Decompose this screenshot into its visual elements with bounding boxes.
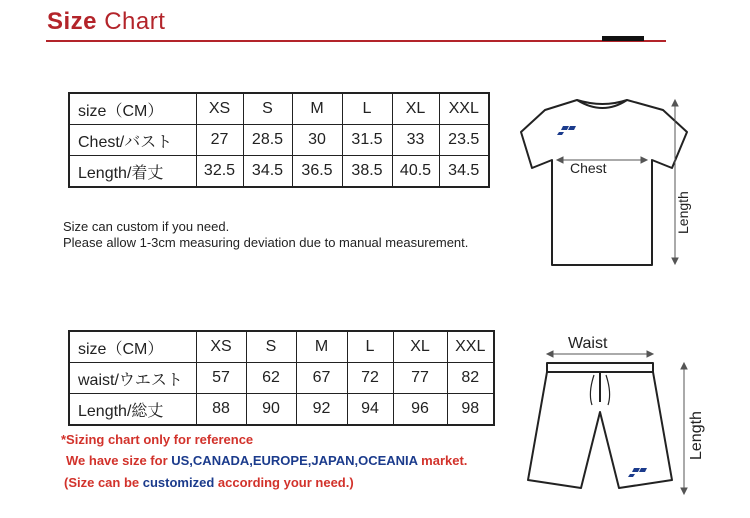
table-cell: 34.5	[439, 156, 489, 188]
table-cell: L	[342, 93, 392, 125]
table-cell: Length/総丈	[69, 394, 196, 426]
table-cell: M	[296, 331, 347, 363]
title-divider-accent	[602, 36, 644, 41]
table-cell: XS	[196, 331, 246, 363]
tshirt-notes	[63, 219, 468, 251]
table-cell: 77	[393, 363, 447, 394]
table-cell: S	[243, 93, 292, 125]
table-row	[69, 331, 494, 363]
table-cell: 33	[392, 125, 439, 156]
table-cell: 92	[296, 394, 347, 426]
custom-size-note: Size can custom if you need.	[63, 219, 230, 234]
table-cell: L	[347, 331, 393, 363]
table-row	[69, 394, 494, 426]
table-cell: XXL	[439, 93, 489, 125]
table-cell: 72	[347, 363, 393, 394]
table-row	[69, 156, 489, 188]
table-cell: 94	[347, 394, 393, 426]
table-cell: size（CM）	[69, 331, 196, 363]
table-row	[69, 363, 494, 394]
table-cell: waist/ウエスト	[69, 363, 196, 394]
table-cell: 30	[292, 125, 342, 156]
table-cell: 27	[196, 125, 243, 156]
table-cell: 98	[447, 394, 494, 426]
table-cell: Chest/バスト	[69, 125, 196, 156]
table-cell: 34.5	[243, 156, 292, 188]
table-cell: size（CM）	[69, 93, 196, 125]
chest-label: Chest	[570, 160, 607, 176]
table-cell: 96	[393, 394, 447, 426]
table-cell: 90	[246, 394, 296, 426]
table-cell: 23.5	[439, 125, 489, 156]
table-cell: XL	[393, 331, 447, 363]
table-cell: 88	[196, 394, 246, 426]
table-cell: 38.5	[342, 156, 392, 188]
length-label: Length	[675, 191, 691, 234]
shorts-size-table	[68, 330, 495, 426]
brand-logo	[628, 468, 647, 477]
shorts-diagram	[520, 330, 720, 502]
table-cell: M	[292, 93, 342, 125]
page-title: Size Chart	[47, 8, 166, 35]
table-cell: 67	[296, 363, 347, 394]
table-cell: Length/着丈	[69, 156, 196, 188]
table-cell: 31.5	[342, 125, 392, 156]
reference-note: *Sizing chart only for reference	[61, 432, 254, 447]
table-cell: XL	[392, 93, 439, 125]
table-cell: 57	[196, 363, 246, 394]
deviation-note: Please allow 1-3cm measuring deviation due to manual measurement.	[63, 235, 469, 250]
table-cell: 32.5	[196, 156, 243, 188]
waist-label: Waist	[568, 335, 608, 352]
table-cell: XS	[196, 93, 243, 125]
table-cell: 40.5	[392, 156, 439, 188]
table-row	[69, 125, 489, 156]
table-cell: 28.5	[243, 125, 292, 156]
markets-note: We have size for US,CANADA,EUROPE,JAPAN,OCEANIA market.	[66, 453, 468, 468]
table-cell: 36.5	[292, 156, 342, 188]
brand-logo	[557, 126, 576, 135]
table-cell: XXL	[447, 331, 494, 363]
table-cell: S	[246, 331, 296, 363]
table-cell: 82	[447, 363, 494, 394]
tshirt-size-table	[68, 92, 490, 188]
title-divider	[46, 40, 666, 42]
table-cell: 62	[246, 363, 296, 394]
tshirt-diagram	[515, 88, 715, 273]
table-row	[69, 93, 489, 125]
customize-note: (Size can be customized according your need.)	[64, 475, 354, 490]
length-label: Length	[688, 411, 705, 460]
